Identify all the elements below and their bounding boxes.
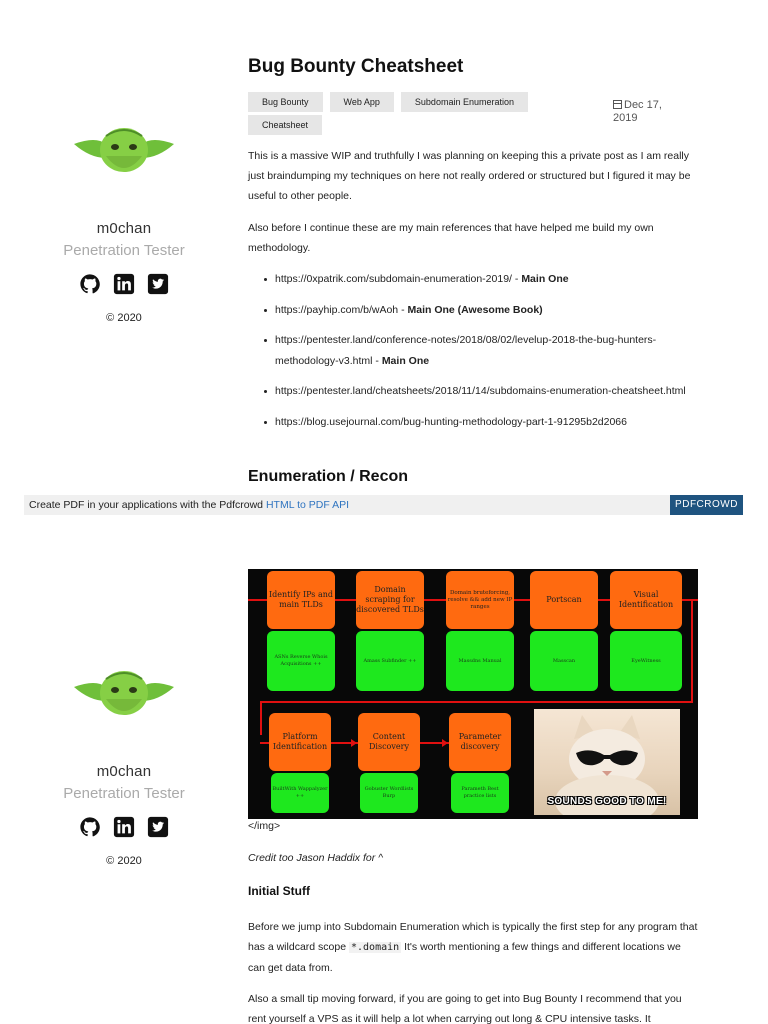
tool-box: ASNs Reverse Whois Acquisitions ++: [267, 631, 335, 691]
author-role: Penetration Tester: [63, 242, 185, 259]
reference-link[interactable]: https://0xpatrik.com/subdomain-enumeration-2019/: [275, 273, 512, 285]
process-box: Portscan: [530, 571, 598, 629]
tag-cheatsheet[interactable]: Cheatsheet: [248, 115, 322, 135]
process-box: Visual Identification: [610, 571, 682, 629]
twitter-icon[interactable]: [147, 273, 169, 295]
meme-image: [534, 709, 680, 815]
post-date: [613, 99, 683, 125]
image-credit: Credit too Jason Haddix for ^: [248, 852, 384, 864]
avatar: [72, 100, 176, 204]
flow-line: [260, 701, 693, 703]
list-item: https://0xpatrik.com/subdomain-enumeration-2019/ - Main One: [248, 269, 688, 290]
tag-subdomain-enumeration[interactable]: Subdomain Enumeration: [401, 92, 528, 112]
tool-box: Masscan: [530, 631, 598, 691]
tag-list: [248, 92, 568, 135]
vps-tip-paragraph: Also a small tip moving forward, if you are going to get into Bug Bounty I recommend that you rent yourself a VPS as it will help a lot when carrying out long & CPU intensive tasks. It: [248, 993, 682, 1024]
flow-arrow: [351, 739, 357, 747]
list-item: https://pentester.land/conference-notes/2018/08/02/levelup-2018-the-bug-hunters-methodology-v3.html - Main One: [248, 330, 688, 371]
reference-note: Main One: [521, 273, 569, 285]
social-links: [24, 816, 224, 838]
list-item: https://payhip.com/b/wAoh - Main One (Awesome Book): [248, 300, 688, 321]
tag-bug-bounty[interactable]: Bug Bounty: [248, 92, 323, 112]
flow-line: [260, 701, 262, 735]
flow-line: [691, 599, 693, 703]
author-sidebar: [24, 100, 224, 324]
process-box: Domain scraping for discovered TLDs: [356, 571, 424, 629]
reference-note: Main One: [381, 354, 430, 367]
process-box: Content Discovery: [358, 713, 420, 771]
references-intro: Also before I continue these are my main references that have helped me build my own methodology.: [248, 222, 654, 254]
flow-arrow: [442, 739, 448, 747]
reference-link[interactable]: https://pentester.land/cheatsheets/2018/11/14/subdomains-enumeration-cheatsheet.html: [275, 385, 686, 397]
pdfcrowd-button[interactable]: PDFCROWD: [670, 495, 743, 515]
tool-box: Gobuster Wordlists Burp: [360, 773, 418, 813]
tool-box: Amass Subfinder ++: [356, 631, 424, 691]
list-item: [248, 412, 688, 433]
copyright: © 2020: [106, 312, 142, 324]
github-icon[interactable]: [79, 273, 101, 295]
tool-box: EyeWitness: [610, 631, 682, 691]
banner-link[interactable]: HTML to PDF API: [265, 499, 349, 511]
calendar-icon: [613, 100, 622, 109]
process-box: Parameter discovery: [449, 713, 511, 771]
linkedin-icon[interactable]: [113, 816, 135, 838]
process-box: Domain bruteforcing, resolve && add new IP ranges: [446, 571, 514, 629]
twitter-icon[interactable]: [147, 816, 169, 838]
reference-link[interactable]: https://blog.usejournal.com/bug-hunting-methodology-part-1-91295b2d2066: [275, 415, 627, 428]
tool-box: Parameth Best practice lists: [451, 773, 509, 813]
img-tag-text: </img>: [248, 820, 281, 832]
intro-paragraph: This is a massive WIP and truthfully I was planning on keeping this a private post as I am really just braindumping my techniques on here not really ordered or structured but I figured it may be useful to other people.: [248, 150, 691, 202]
avatar: [72, 643, 176, 747]
linkedin-icon[interactable]: [113, 273, 135, 295]
author-sidebar: [24, 643, 224, 867]
author-role: Penetration Tester: [63, 785, 185, 802]
banner-text: Create PDF in your applications with the Pdfcrowd: [29, 499, 266, 511]
section-heading: Enumeration / Recon: [248, 468, 409, 485]
copyright: © 2020: [106, 855, 142, 867]
social-links: [24, 273, 224, 295]
page-title: Bug Bounty Cheatsheet: [248, 56, 464, 77]
meme-caption: SOUNDS GOOD TO ME!: [547, 796, 667, 807]
tag-web-app[interactable]: Web App: [330, 92, 394, 112]
pdfcrowd-banner: [24, 495, 743, 515]
author-name: m0chan: [96, 220, 152, 237]
reference-note: Main One (Awesome Book): [407, 303, 543, 316]
reference-link[interactable]: https://pentester.land/conference-notes/2018/08/02/levelup-2018-the-bug-hunters-methodology-v3.html: [275, 334, 657, 367]
github-icon[interactable]: [79, 816, 101, 838]
reference-list: [248, 269, 688, 432]
list-item: [248, 381, 688, 402]
wildcard-code: *.domain: [350, 942, 400, 953]
post-date-text: Dec 17, 2019: [613, 99, 662, 124]
process-box: Platform Identification: [269, 713, 331, 771]
initial-paragraph: Before we jump into Subdomain Enumeration which is typically the first step for any program that has a wildcard scope *.domain It's worth mentioning a few things and different locations we can get data from.: [248, 921, 698, 974]
process-box: Identify IPs and main TLDs: [267, 571, 335, 629]
tool-box: BuiltWith Wappalyzer ++: [271, 773, 329, 813]
recon-methodology-diagram: [248, 569, 698, 819]
reference-link[interactable]: https://payhip.com/b/wAoh: [275, 303, 399, 316]
author-name: m0chan: [96, 763, 152, 780]
subheading: Initial Stuff: [248, 884, 310, 898]
tool-box: Massdns Manual: [446, 631, 514, 691]
